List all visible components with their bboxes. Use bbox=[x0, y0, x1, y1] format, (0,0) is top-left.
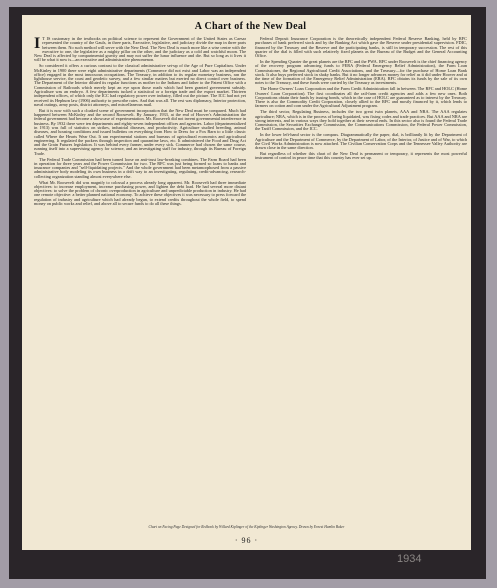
paragraph: But it is now with such a cloaked scene of government incorporation that the New Deal must be compared. Much had happened between McKinley and the second Roosevelt. By January, 1933, at the end of Hoover's Administration the federal government had become a showcase of experimentation. Mr. Roosevelt did not invent governmental interference in business. By 1932 there were ten departments and eighty-seven independent offices and agencies. Labor (departmentalized in 1913) was full of statistics on strikes, industrial diseases, and productivity. Agriculture studied breeding, animal diseases, and housing conditions and issued bulletins on everything from How to Dress for a Fox Barn to a little classic called Where the Hearts Wear Out. It ran experimental stations and bureaus of agricultural economics and agricultural engineering. It regulated the packers through inspection and quarantine laws, etc. It administered the Food and Drug Act and the Grain Futures legislation. It was behind every farmer, under every sick. Commerce had chosen the same course, running itself into a supervising agency for science, and an investigating staff for industry, through its Bureau of Foreign Trade. bbox=[34, 107, 246, 156]
article-title: A Chart of the New Deal bbox=[194, 21, 307, 32]
paragraph: The third sector, Regulating Business, includes the two great twin planets, AAA and NRA. The AAA regulates agriculture; NRA, which is in the process of being liquidated, was fixing codes and trade practices. But AAA and NRA are strong interests, and in various ways they hold together at their several ends. In this sector also is found the Federal Trade Commission, the Securities Exchange Commission, the Communications Commission, the Federal Power Commission, the Tariff Commission, and the ICC. bbox=[255, 109, 467, 132]
magazine-page bbox=[22, 15, 471, 550]
right-column bbox=[255, 37, 467, 497]
year-label: 1934 bbox=[397, 553, 422, 565]
drop-cap: I bbox=[34, 37, 41, 52]
paragraph: What Mr. Roosevelt did was magnify to colossal a process already long apparent. Mr. Roosevelt had three immediate objectives: to increase employment, increase purchasing power, and lighten the debt load. He had several more distant objectives: to solve the problem of chronic overproduction in agriculture and unpredictable production in industry. He had one remote objective: a better planned national economy. To achieve these objectives it was necessary to press forward the regulation of industry and agriculture which had already begun, to extend credits throughout the whole field, to spend money on public works and relief, and above all to secure funds to do all these things. bbox=[34, 179, 246, 206]
article-columns bbox=[34, 37, 467, 497]
paragraph: The Federal Trade Commission had been turned loose on anti-trust law-breaking combines. The Farm Board had been in operation for three years and the Power Commission for two. The RFC was just being formed so loans to banks and insurance companies and "self-liquidating projects." And the whole government had been metamorphosed from a passive administrative body modeling its own business in a drift way to an investigating, regulating, credit-advancing, research-collecting organization standing almost everywhere else. bbox=[34, 156, 246, 179]
page-number: · 96 · bbox=[234, 536, 259, 545]
paragraph: But regardless of whether this chart of the New Deal is permanent or temporary, it represents the most powerful instrument of control in peace time that this country has ever set up. bbox=[255, 150, 467, 161]
paragraph: The Home Owners' Loan Corporation and the Farm Credit Administration fall in between. The RFC and HOLC (Home Owners' Loan Corporation). The first coordinates all the rail-farm credit agencies and adds a few new ones. Both Corporations obtain their funds by issuing bonds, which in the case of HOLC are guaranteed as to interest by the Treasury. There is also the Commodity Credit Corporation, closely allied to the RFC and mostly financed by it, which lends to farmers on cotton and corn under the Agricultural Adjustment program. bbox=[255, 86, 467, 109]
paragraph: Federal Deposit Insurance Corporation is the theoretically independent Federal Reserve Banking, held by RFC purchases of bank preferred stock and by the Banking Act which gave the Reserve under presidential supervision. FDIC, financed by the Treasury and the Reserve and the participating banks, is still in temporary succession. The rest of this quarter of the dial is filled with such relatively fixed planets as the Bureau of the Budget and the General Accounting Office. bbox=[255, 37, 467, 59]
chart-caption: Chart on Facing Page Designed for Redbook by Willard Kiplinger of the Kiplinger Washington Agency. Drawn by Ernest Hamlin Baker bbox=[148, 525, 345, 529]
scan-frame bbox=[9, 7, 486, 579]
paragraph: T IS customary in the textbooks on political science to represent the Government of the United States as Caesar represented the country of the Gauls, in three parts, Executive, legislative, and judiciary divide the map in three parts between them. No such method will serve with the New Deal. The New Deal is much more like a wise centre with the executive to one, the legislative as a mighty pillar on the other, and the judiciary as a cold and watchful moon. The New Deal is affected by compartmental gravity and may not suffer the lunar influence and die. But so long as it lives it will be what it now is—an executive and administrative phenomenon. bbox=[34, 37, 246, 63]
paragraph: In the Spending Quarter the great planets are the RFC and the PWA. RFC under Roosevelt is the chief financing agency of the recovery program advancing funds to FERA (Federal Emergency Relief Administration), the Farm Loan Commissioner, the Regional Agricultural Credit Associations, and the Treasury—for the purchase of Home Loan Bank stock. It also buys preferred stock in shaky banks. But it no longer advances money for relief as it did under Hoover and at the time of the formation of the Emergency Relief Administration (ERA). RFC obtains its funds by the sale of its own notes to the Treasury, and these funds were carried by the Treasury as investments. bbox=[255, 58, 467, 86]
paragraph: So considered it offers a curious contrast to the classical administrative set-up of the Age of Pure Capitalism. Under McKinley in 1900 there were eight administrative departments (Commerce did not exist and Labor was an independent office) engaged in the most innocuous occupations. The Treasury, in addition to its regular monetary business, ran the lighthouse service, the coast and geodetic survey, and a few similar matters but exerted no direct control over business. The Department of the Interior diluted its regular functions as mother to the Indians and father to the Patent Office with a Commission of Railroads which merely kept an eye upon those roads which had been granted government subsidy. Agriculture was an embryo. A few departments tucked a statistical or a foreign trade and the export market. Thirteen independent offices, of which only the ICC had regulatory power over industry, filled out the picture. The ICC had not yet received its Hepburn law (1906) authority to prescribe rates. And that was all. The rest was diplomacy, Interior protection, naval outings, army posts, district attorneys, and miscellaneous mail. bbox=[34, 63, 246, 107]
paragraph: In the lower left-hand sector is the compass. Diagrammatically the paper, dial, is brilliantly lit by the Department of Agriculture and the Department of Commerce, by the Department of Labor, of the Interior, of Justice and of War, to which the Civil Works Administration is now attached. The Civilian Conservation Corps and the Tennessee Valley Authority are drawn close in the same direction. bbox=[255, 132, 467, 151]
left-column bbox=[34, 37, 246, 497]
